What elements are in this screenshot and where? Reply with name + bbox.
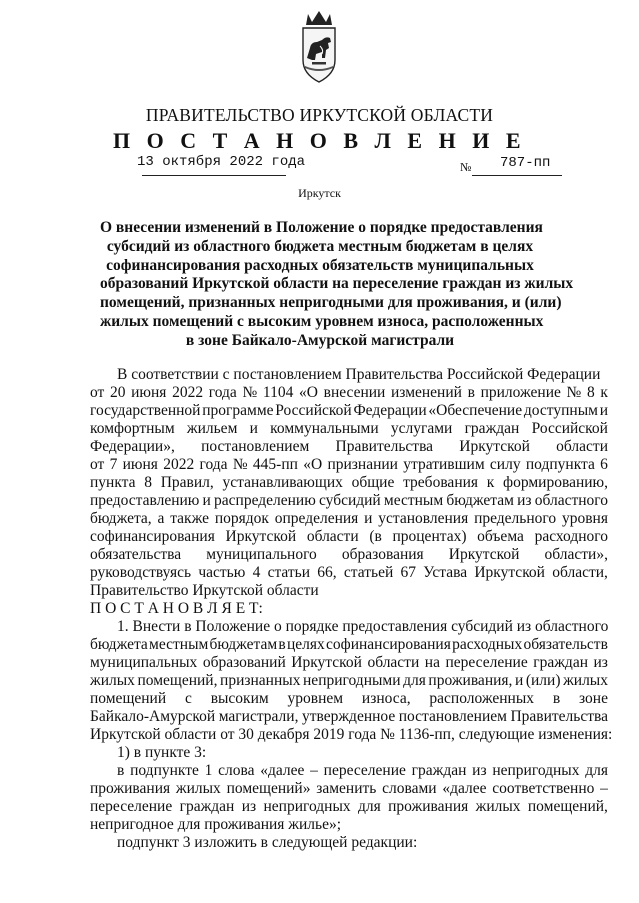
word: и bbox=[249, 420, 258, 437]
word: «О bbox=[299, 384, 318, 401]
word: частью bbox=[198, 564, 246, 581]
word: области bbox=[556, 438, 608, 455]
word: также bbox=[170, 510, 209, 527]
word: 445-пп bbox=[252, 456, 298, 473]
word: с bbox=[184, 690, 192, 707]
word: граждан bbox=[411, 762, 467, 779]
word: от bbox=[90, 456, 105, 473]
word: – bbox=[600, 780, 608, 797]
word: 67 bbox=[400, 564, 416, 581]
word: «О bbox=[303, 456, 323, 473]
word: Правительства bbox=[335, 438, 434, 455]
word: июня bbox=[131, 384, 167, 401]
word: целях bbox=[286, 636, 325, 653]
word: «далее bbox=[260, 762, 305, 779]
word: коммунальными bbox=[270, 420, 379, 437]
word: предельного bbox=[474, 510, 557, 527]
title-line: помещений, признанных непригодными для проживания, и (или) bbox=[100, 294, 562, 312]
word: руководствуясь bbox=[90, 564, 192, 581]
word: помещений» bbox=[226, 780, 311, 797]
word: расположенных bbox=[429, 690, 535, 707]
date-underline bbox=[142, 175, 286, 176]
word: а bbox=[157, 510, 165, 527]
word: «Обеспечение bbox=[428, 402, 523, 419]
body-line bbox=[90, 420, 608, 438]
title-line: в зоне Байкало-Амурской магистрали bbox=[185, 331, 455, 349]
body-line bbox=[90, 456, 608, 474]
body-line bbox=[90, 672, 608, 690]
word: субсидий bbox=[318, 492, 381, 509]
word: образования bbox=[341, 546, 424, 563]
word: проживания, bbox=[428, 672, 513, 689]
word: жилых bbox=[90, 672, 135, 689]
body-line: 1) в пункте 3: bbox=[117, 744, 207, 761]
word: комфортным bbox=[90, 420, 175, 437]
word: непригодных bbox=[263, 798, 351, 815]
body-line bbox=[90, 636, 608, 654]
body-line bbox=[90, 474, 608, 492]
word: формированию, bbox=[503, 474, 608, 491]
word: Российской bbox=[531, 420, 608, 437]
word: в bbox=[117, 762, 125, 779]
word: (в bbox=[369, 528, 382, 545]
word: устанавливающих bbox=[222, 474, 343, 491]
word: «далее bbox=[442, 780, 487, 797]
word: помещений, bbox=[137, 672, 218, 689]
word: 2022 bbox=[172, 384, 204, 401]
word: образований bbox=[202, 654, 286, 671]
word: переселение bbox=[445, 654, 528, 671]
word: местным bbox=[149, 636, 209, 653]
document-title bbox=[100, 219, 574, 351]
word: бюджета, bbox=[90, 510, 152, 527]
word: износа, bbox=[361, 690, 411, 707]
word: обязательств bbox=[523, 636, 608, 653]
title-line: жилых помещений с высоким уровнем износа, расположенных bbox=[100, 312, 544, 330]
word: области», bbox=[544, 546, 608, 563]
word: процентах) bbox=[392, 528, 467, 545]
word: Иркутской bbox=[459, 438, 530, 455]
word: № bbox=[566, 384, 582, 401]
word: Иркутской bbox=[448, 546, 520, 563]
word: доступным bbox=[523, 402, 598, 419]
word: общие bbox=[351, 474, 395, 491]
word: года bbox=[208, 384, 237, 401]
title-line: О внесении изменений в Положение о порядке предоставления bbox=[100, 219, 543, 236]
word: муниципальных bbox=[90, 654, 198, 671]
word: в bbox=[278, 636, 286, 653]
number-sign: № bbox=[460, 160, 472, 174]
word: проживания bbox=[90, 780, 171, 797]
word: Иркутской bbox=[474, 564, 545, 581]
word: расходных bbox=[452, 636, 523, 653]
word: для bbox=[403, 672, 426, 689]
word: услугами bbox=[390, 420, 453, 437]
word: Правил, bbox=[160, 474, 214, 491]
word: местным bbox=[383, 492, 444, 509]
word: Устава bbox=[423, 564, 468, 581]
word: высоким bbox=[210, 690, 269, 707]
word: 6 bbox=[600, 456, 608, 473]
word: непригодных bbox=[492, 762, 580, 779]
word: признании bbox=[327, 456, 398, 473]
word: № bbox=[242, 384, 258, 401]
word: бюджета bbox=[90, 636, 148, 653]
word: 8 bbox=[144, 474, 152, 491]
word: из bbox=[472, 762, 487, 779]
word: 4 bbox=[252, 564, 261, 581]
word: соответственно bbox=[492, 780, 595, 797]
word: к bbox=[486, 474, 495, 491]
word: от bbox=[90, 384, 105, 401]
word: граждан bbox=[179, 798, 235, 815]
word: (или) bbox=[525, 672, 561, 689]
word: уровня bbox=[561, 510, 608, 527]
word: граждан bbox=[464, 420, 520, 437]
word: Российской bbox=[275, 402, 352, 419]
word: непригодными bbox=[303, 672, 401, 689]
word: для bbox=[585, 762, 608, 779]
coat-of-arms-icon bbox=[298, 8, 340, 88]
word: 1104 bbox=[262, 384, 294, 401]
word: помещений bbox=[90, 690, 167, 707]
word: распределению bbox=[214, 492, 316, 509]
word: софинансирования bbox=[90, 528, 215, 545]
body-line: 1. Внести в Положение о порядке предоставления субсидий из областного bbox=[117, 618, 609, 635]
word: предоставлению bbox=[90, 492, 200, 509]
word: Федерации», bbox=[90, 438, 175, 455]
word: переселение bbox=[323, 762, 406, 779]
word: из bbox=[241, 798, 257, 815]
word: Федерации bbox=[353, 402, 427, 419]
word: софинансирования bbox=[326, 636, 451, 653]
word: программе bbox=[202, 402, 274, 419]
word: признанных bbox=[220, 672, 301, 689]
word: обязательства bbox=[90, 546, 182, 563]
body-line: Иркутской области от 30 декабря 2019 года № 1136-пп, следующие изменения: bbox=[90, 726, 613, 743]
word: 8 bbox=[587, 384, 595, 401]
word: для bbox=[358, 798, 381, 815]
word: магистрали, bbox=[218, 708, 299, 725]
word: областного bbox=[534, 492, 608, 509]
word: из bbox=[593, 654, 608, 671]
word: изменений bbox=[391, 384, 462, 401]
word: уровнем bbox=[287, 690, 344, 707]
document-number: 787-пп bbox=[500, 155, 551, 171]
body-line: подпункт 3 изложить в следующей редакции: bbox=[117, 834, 418, 851]
title-line: образований Иркутской области на переселение граждан из жилых bbox=[100, 275, 574, 293]
body-line: непригодное для проживания жилье»; bbox=[90, 816, 342, 833]
word: требования bbox=[403, 474, 479, 491]
document-type: П О С Т А Н О В Л Е Н И Е bbox=[112, 128, 527, 153]
word: слова bbox=[218, 762, 255, 779]
number-underline bbox=[472, 175, 562, 176]
body-line bbox=[90, 708, 608, 726]
word: граждан bbox=[533, 654, 588, 671]
word: установления bbox=[378, 510, 469, 527]
word: постановлением bbox=[201, 438, 310, 455]
word: Байкало-Амурской bbox=[90, 708, 216, 725]
word: июня bbox=[122, 456, 158, 473]
word: 1 bbox=[204, 762, 213, 779]
word: области, bbox=[552, 564, 608, 581]
word: и bbox=[599, 402, 608, 419]
document-date: 13 октября 2022 года bbox=[137, 154, 306, 170]
word: года bbox=[199, 456, 228, 473]
word: 2022 bbox=[163, 456, 195, 473]
word: бюджетам bbox=[209, 636, 278, 653]
word: проживания bbox=[388, 798, 469, 815]
word: внесении bbox=[323, 384, 386, 401]
body-line bbox=[90, 546, 608, 564]
word: утвержденное bbox=[301, 708, 396, 725]
body-line bbox=[90, 564, 608, 582]
word: бюджетам bbox=[446, 492, 514, 509]
word: определения bbox=[274, 510, 359, 527]
word: 66, bbox=[317, 564, 337, 581]
body-line bbox=[90, 438, 608, 456]
word: Иркутской bbox=[291, 654, 362, 671]
word: жилых bbox=[475, 798, 521, 815]
word: зоне bbox=[579, 690, 608, 707]
word: порядок bbox=[214, 510, 269, 527]
word: подпункте bbox=[130, 762, 199, 779]
title-line: субсидий из областного бюджета местным бюджетам в целях bbox=[106, 237, 534, 255]
word: приложение bbox=[480, 384, 561, 401]
word: статьи bbox=[267, 564, 311, 581]
title-line: софинансирования расходных обязательств муниципальных bbox=[106, 256, 534, 274]
word: расходного bbox=[534, 528, 608, 545]
word: словами bbox=[382, 780, 437, 797]
government-name: ПРАВИТЕЛЬСТВО ИРКУТСКОЙ ОБЛАСТИ bbox=[145, 105, 494, 125]
word: жилых bbox=[175, 780, 221, 797]
body-line: Правительство Иркутской области bbox=[90, 582, 319, 599]
word: объема bbox=[477, 528, 524, 545]
word: № bbox=[232, 456, 248, 473]
word: муниципального bbox=[206, 546, 317, 563]
word: из bbox=[517, 492, 532, 509]
body-line bbox=[90, 798, 608, 816]
word: и bbox=[364, 510, 373, 527]
word: силу bbox=[489, 456, 521, 473]
word: и bbox=[514, 672, 524, 689]
body-line bbox=[90, 384, 608, 402]
body-line bbox=[117, 762, 608, 780]
word: переселение bbox=[90, 798, 173, 815]
document-city: Иркутск bbox=[298, 186, 341, 200]
word: области bbox=[306, 528, 359, 545]
word: Иркутской bbox=[225, 528, 297, 545]
word: помещений, bbox=[527, 798, 608, 815]
word: – bbox=[310, 762, 318, 779]
word: и bbox=[202, 492, 211, 509]
body-line: В соответствии с постановлением Правительства Российской Федерации bbox=[117, 366, 601, 383]
body-line bbox=[90, 528, 608, 546]
word: 20 bbox=[109, 384, 126, 401]
word: в bbox=[552, 690, 561, 707]
word: к bbox=[600, 384, 608, 401]
word: заменить bbox=[316, 780, 377, 797]
word: постановлением bbox=[398, 708, 507, 725]
word: жильем bbox=[186, 420, 238, 437]
decree-verb: П О С Т А Н О В Л Я Е Т: bbox=[90, 600, 263, 617]
word: утратившим bbox=[403, 456, 485, 473]
word: 7 bbox=[109, 456, 118, 473]
word: пункта bbox=[90, 474, 136, 491]
body-line bbox=[90, 780, 608, 798]
word: области bbox=[367, 654, 420, 671]
body-line bbox=[90, 510, 608, 528]
word: статьей bbox=[343, 564, 394, 581]
word: подпункта bbox=[525, 456, 595, 473]
body-line bbox=[90, 690, 608, 708]
word: на bbox=[424, 654, 440, 671]
word: государственной bbox=[90, 402, 201, 419]
body-line bbox=[90, 402, 608, 420]
word: жилых bbox=[563, 672, 608, 689]
body-line bbox=[90, 654, 608, 672]
word: в bbox=[467, 384, 475, 401]
body-line bbox=[90, 492, 608, 510]
word: Правительства bbox=[510, 708, 608, 725]
